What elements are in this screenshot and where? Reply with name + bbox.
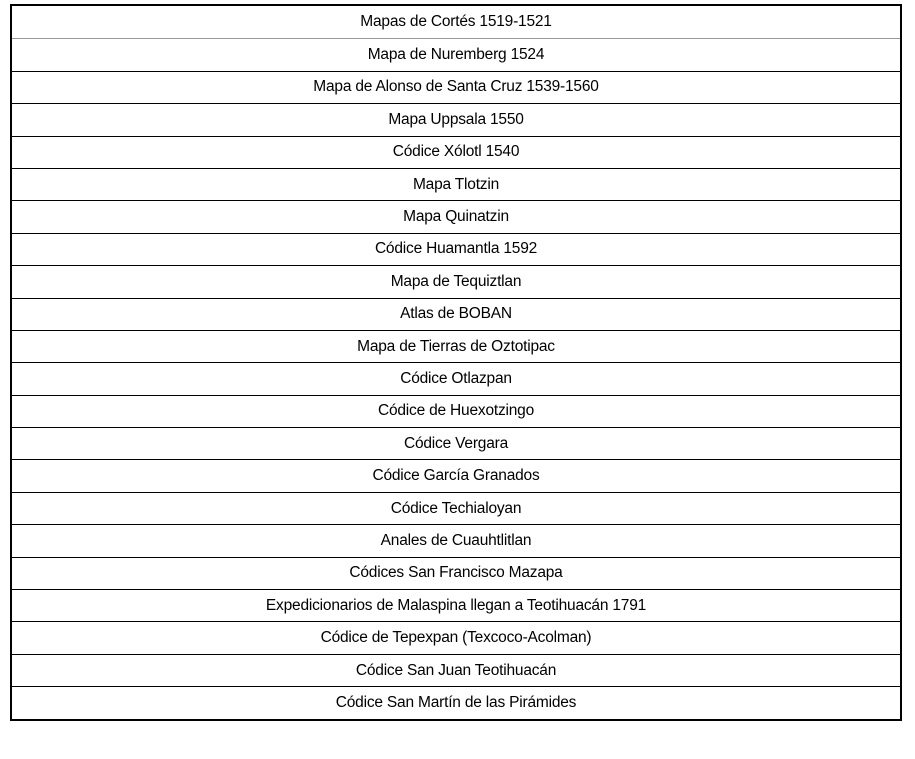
table-row: Mapa Uppsala 1550 (12, 103, 900, 135)
table-row: Mapa de Alonso de Santa Cruz 1539-1560 (12, 71, 900, 103)
table-row: Mapa de Tierras de Oztotipac (12, 330, 900, 362)
table-row: Códice García Granados (12, 459, 900, 491)
table-row: Mapas de Cortés 1519-1521 (360, 13, 552, 31)
table-row: Mapa de Nuremberg 1524 (12, 38, 900, 70)
table-row: Mapa de Tequiztlan (12, 265, 900, 297)
table-row: Códice Huamantla 1592 (12, 233, 900, 265)
table-row: Mapa Tlotzin (12, 168, 900, 200)
table-row: Códice Xólotl 1540 (12, 136, 900, 168)
table-row: Mapa Quinatzin (12, 200, 900, 232)
table-row: Códice de Tepexpan (Texcoco-Acolman) (12, 621, 900, 653)
table-row: Atlas de BOBAN (12, 298, 900, 330)
table-row: Códice Vergara (12, 427, 900, 459)
table-row: Códice San Martín de las Pirámides (12, 686, 900, 718)
table-row: Códice Techialoyan (12, 492, 900, 524)
document-list-table (10, 4, 902, 721)
table-row: Códice de Huexotzingo (12, 395, 900, 427)
table-row: Códice Otlazpan (12, 362, 900, 394)
table-row: Códice San Juan Teotihuacán (12, 654, 900, 686)
table-row: Anales de Cuauhtlitlan (12, 524, 900, 556)
table-row: Expedicionarios de Malaspina llegan a Teotihuacán 1791 (12, 589, 900, 621)
table-row: Códices San Francisco Mazapa (12, 557, 900, 589)
